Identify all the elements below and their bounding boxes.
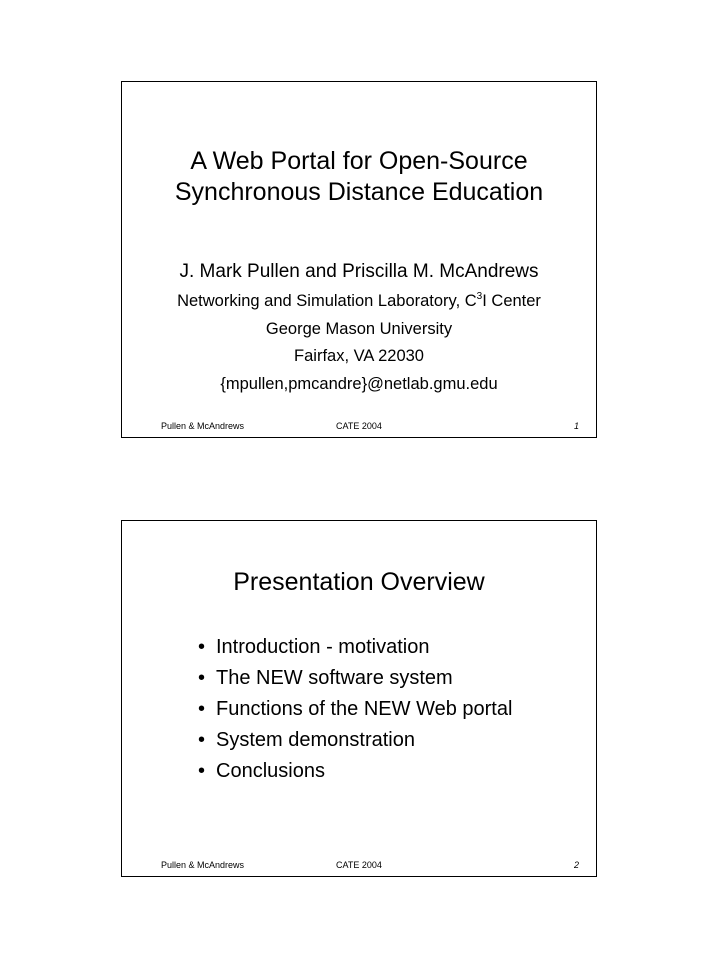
list-item [198, 632, 512, 663]
bullet-icon: • [198, 698, 206, 720]
title-line: A Web Portal for Open-Source [190, 147, 528, 175]
footer-conference: CATE 2004 [336, 421, 382, 431]
bullet-icon: • [198, 729, 206, 751]
footer-page-number: 2 [573, 860, 579, 870]
bullet-text: Introduction - motivation [216, 636, 430, 658]
bullet-text: Functions of the NEW Web portal [216, 698, 513, 720]
lab-prefix: Networking and Simulation Laboratory, C [177, 292, 477, 310]
authors: J. Mark Pullen and Priscilla M. McAndrews [179, 261, 539, 282]
bullet-text: System demonstration [216, 729, 415, 751]
affiliation-university: George Mason University [265, 320, 453, 338]
slide-title: Presentation Overview [233, 568, 485, 596]
list-item [198, 756, 512, 787]
list-item [198, 725, 512, 756]
list-item [198, 694, 512, 725]
slide-title [122, 146, 596, 208]
slide-1 [121, 81, 597, 438]
title-line: Synchronous Distance Education [174, 178, 544, 206]
footer-authors: Pullen & McAndrews [161, 421, 245, 431]
footer-page-number: 1 [573, 421, 579, 431]
bullet-icon: • [198, 667, 206, 689]
bullet-text: The NEW software system [216, 667, 453, 689]
lab-superscript: 3 [476, 291, 483, 302]
affiliation-lab [122, 290, 596, 312]
bullet-icon: • [198, 760, 206, 782]
footer-authors: Pullen & McAndrews [161, 860, 245, 870]
bullet-icon: • [198, 636, 206, 658]
bullet-text: Conclusions [216, 760, 325, 782]
contact-email: {mpullen,pmcandre}@netlab.gmu.edu [220, 375, 498, 393]
footer-conference: CATE 2004 [336, 860, 382, 870]
affiliation-location: Fairfax, VA 22030 [294, 347, 424, 365]
slide-2 [121, 520, 597, 877]
list-item [198, 663, 512, 694]
lab-suffix: I Center [482, 292, 541, 310]
bullet-list [198, 632, 512, 787]
